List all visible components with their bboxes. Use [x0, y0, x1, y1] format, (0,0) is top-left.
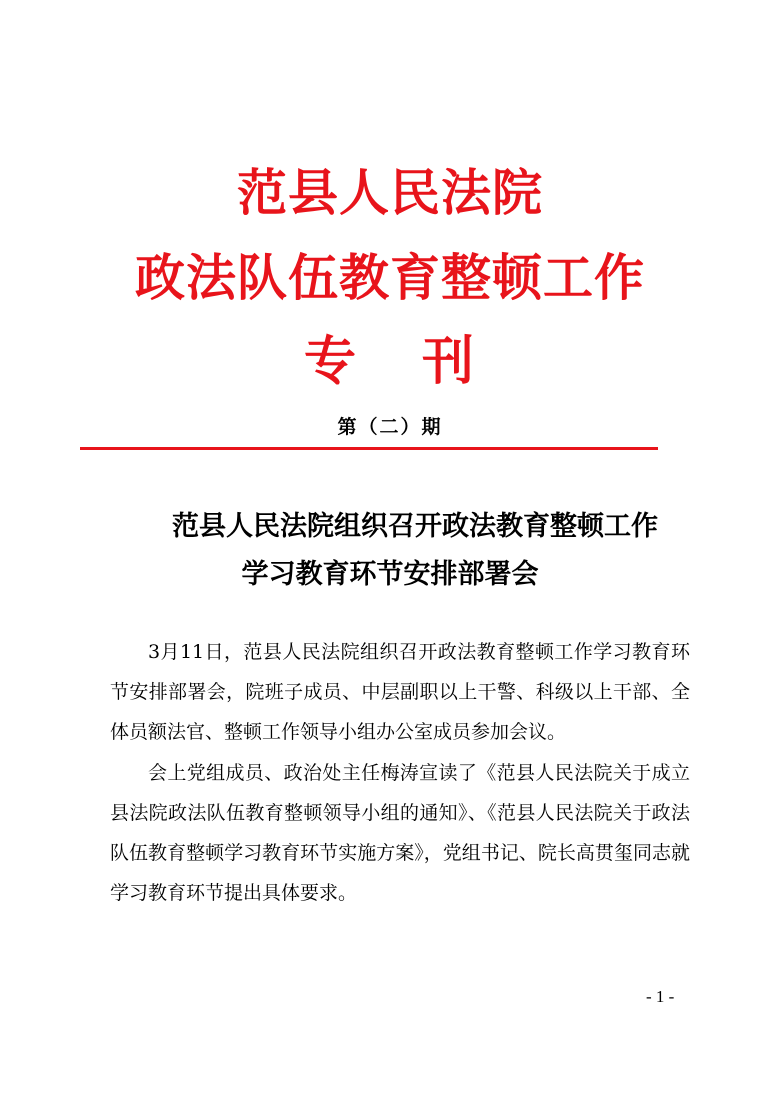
red-divider	[80, 447, 658, 450]
masthead-line-3	[0, 330, 780, 394]
paragraph: 3月11日，范县人民法院组织召开政法教育整顿工作学习教育环节安排部署会，院班子成员、中层副职以上干警、科级以上干部、全体员额法官、整顿工作领导小组办公室成员参加会议。	[110, 641, 690, 743]
masthead-zhuan: 专	[303, 331, 358, 392]
article-title-line-1: 范县人民法院组织召开政法教育整顿工作	[172, 511, 658, 542]
page-number: - 1 -	[646, 987, 675, 1006]
masthead-kan: 刊	[422, 331, 477, 392]
paragraph: 会上党组成员、政治处主任梅涛宣读了《范县人民法院关于成立县法院政法队伍教育整顿领导小组的通知》、《范县人民法院关于政法队伍教育整顿学习教育环节实施方案》，党组书记、院长高贯玺同志就学习教育环节提出具体要求。	[110, 762, 690, 904]
article-title-line-2: 学习教育环节安排部署会	[241, 559, 539, 590]
issue-number: 第（二）期	[337, 416, 443, 438]
masthead-line-2: 政法队伍教育整顿工作	[135, 248, 645, 307]
article-body	[110, 632, 690, 914]
masthead-line-1: 范县人民法院	[237, 163, 543, 222]
